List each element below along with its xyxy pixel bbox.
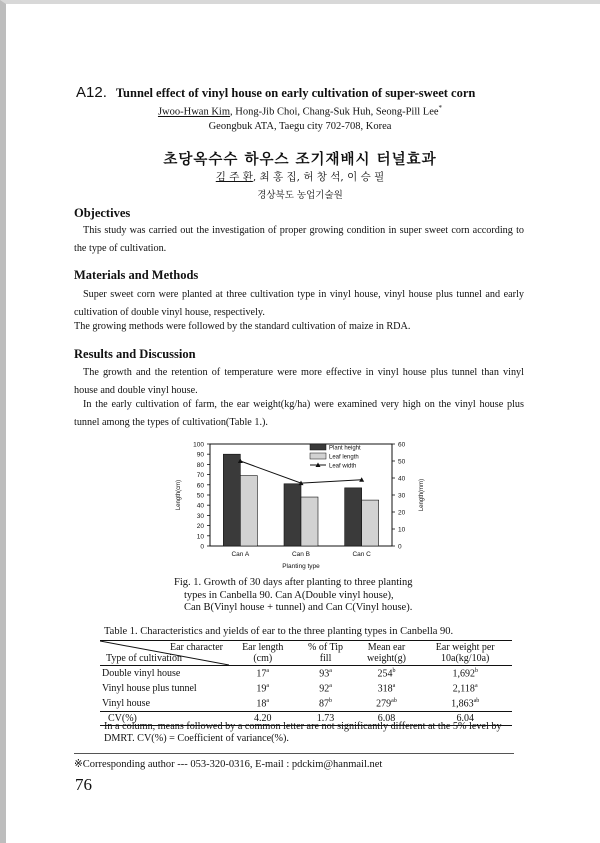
table-footnote: In a column, means followed by a common letter are not significantly different at the 5% level by DMRT. CV(%) = Coefficient of variance(%).	[104, 721, 502, 744]
y-tick-label: 20	[196, 523, 204, 531]
table-cell: 1,692$^b$	[452, 667, 478, 680]
figure-caption-line-1: Fig. 1. Growth of 30 days after planting to three planting	[174, 577, 413, 588]
y-tick-label: 60	[196, 482, 204, 490]
table-cell: $279^{ab}$	[376, 697, 397, 710]
korean-first-author: 김 주 환	[215, 171, 253, 183]
methods-heading: Materials and Methods	[74, 268, 199, 282]
y-axis-label: Length(cm)	[176, 479, 182, 511]
results-paragraph-1: The growth and the retention of temperature were more effective in vinyl house plus tunnel than vinyl house and double vinyl house.	[74, 367, 524, 396]
figure-caption	[174, 577, 454, 615]
y-tick-label: 0	[200, 543, 204, 551]
paper-title-row	[76, 84, 576, 102]
corresponding-mark: *	[438, 104, 443, 112]
korean-co-authors: , 최 홍 집, 허 창 석, 이 승 필	[252, 171, 385, 183]
korean-affiliation: 경상북도 농업기술원	[257, 190, 343, 201]
corresponding-author: ※Corresponding author --- 053-320-0316, E-mail : pdckim@hanmail.net	[74, 759, 383, 770]
footer-rule	[74, 753, 514, 754]
paper-title: Tunnel effect of vinyl house on early cultivation of super-sweet corn	[115, 86, 476, 100]
row-label: Vinyl house plus tunnel	[102, 683, 197, 694]
y-tick-label: 10	[196, 533, 204, 541]
ear-yield-table	[100, 640, 512, 726]
cv-value: 1.73	[297, 712, 355, 726]
co-authors: , Hong-Jib Choi, Chang-Suk Huh, Seong-Pill Lee	[230, 106, 439, 118]
corner-top-label: Ear character	[169, 642, 223, 653]
table-cell: 318$^a$	[377, 682, 396, 695]
legend-swatch	[310, 453, 326, 459]
cv-value: 4.20	[229, 712, 297, 726]
y-tick-label: 40	[196, 502, 204, 510]
table-cell: 92$^a$	[319, 682, 332, 695]
y-tick-label: 80	[196, 461, 204, 469]
results-paragraph-2: In the early cultivation of farm, the ear weight(kg/ha) were examined very high on the vinyl house plus tunnel among the types of cultivation(Table 1.).	[74, 399, 524, 428]
figure-caption-line-2: types in Canbella 90. Can A(Double vinyl house),	[184, 589, 394, 601]
x-tick-label: Can B	[291, 551, 311, 558]
y2-tick-label: 20	[398, 509, 406, 517]
y2-tick-label: 30	[398, 492, 406, 500]
corner-diagonal	[100, 641, 229, 665]
table-row	[100, 666, 512, 682]
table-corner-cell	[100, 641, 229, 666]
table-cell: 2,118$^a$	[452, 682, 478, 695]
legend-label: Leaf width	[329, 463, 357, 470]
cv-value: 6.04	[418, 712, 512, 726]
page-number: 76	[75, 775, 92, 794]
y2-tick-label: 10	[398, 526, 406, 534]
results-heading: Results and Discussion	[74, 347, 196, 361]
y-tick-label: 90	[196, 451, 204, 459]
x-tick-label: Can A	[231, 551, 250, 558]
bar	[362, 500, 379, 546]
methods-paragraph-1: Super sweet corn were planted at three cultivation type in vinyl house, vinyl house plus tunnel and early cultivation of double vinyl house, respectively.	[74, 289, 524, 318]
column-header: Ear length (cm)	[229, 641, 297, 666]
y-tick-label: 30	[196, 512, 204, 520]
bar	[223, 454, 240, 546]
bar	[345, 488, 362, 546]
growth-chart	[170, 436, 440, 572]
table-cell: 19$^a$	[256, 682, 270, 695]
bar	[240, 476, 257, 546]
bar	[301, 497, 318, 546]
table-caption: Table 1. Characteristics and yields of ear to the three planting types in Canbella 90.	[104, 626, 454, 637]
table-row	[100, 696, 512, 712]
table-cell: 87$^b$	[319, 697, 333, 710]
table-cell: 18$^a$	[256, 697, 270, 710]
y2-axis-label: Length(mm)	[419, 478, 425, 512]
figure-caption-line-3: Can B(Vinyl house + tunnel) and Can C(Vinyl house).	[184, 602, 413, 613]
y2-tick-label: 0	[398, 543, 402, 551]
column-header: % of Tip fill	[297, 641, 355, 666]
abstract-code: A12.	[76, 84, 107, 101]
bar	[284, 484, 301, 546]
row-label: Double vinyl house	[102, 668, 181, 679]
y-tick-label: 70	[196, 472, 204, 480]
corner-bottom-label: Type of cultivation	[106, 653, 182, 664]
row-label: Vinyl house	[102, 698, 151, 709]
table-row	[100, 681, 512, 696]
y-tick-label: 100	[193, 441, 204, 449]
objectives-heading: Objectives	[74, 206, 131, 220]
x-tick-label: Can C	[352, 551, 371, 558]
legend-swatch	[310, 444, 326, 450]
table-header-row	[100, 641, 512, 666]
table-cell: 93$^a$	[319, 667, 332, 680]
x-axis-label: Planting type	[282, 563, 320, 570]
column-header: Mean ear weight(g)	[355, 641, 419, 666]
author-list	[0, 104, 600, 118]
objectives-text: This study was carried out the investigation of proper growing condition in super sweet corn according to the type of cultivation.	[74, 225, 524, 254]
affiliation: Geongbuk ATA, Taegu city 702-708, Korea	[208, 121, 392, 132]
table-cell: 254$^b$	[377, 667, 396, 680]
legend-label: Plant height	[329, 445, 361, 452]
y-tick-label: 50	[196, 492, 204, 500]
cv-label: CV(%)	[100, 712, 229, 726]
legend-label: Leaf length	[329, 454, 359, 461]
korean-author-list	[0, 169, 600, 184]
y2-tick-label: 40	[398, 475, 406, 483]
table-cell: 17$^a$	[256, 667, 270, 680]
korean-title: 초당옥수수 하우스 조기재배시 터널효과	[163, 151, 437, 168]
column-header: Ear weight per 10a(kg/10a)	[418, 641, 512, 666]
y2-tick-label: 50	[398, 458, 406, 466]
methods-paragraph-2: The growing methods were followed by the standard cultivation of maize in RDA.	[74, 321, 411, 332]
table-cell: 1,863$^{ab}$	[451, 697, 480, 710]
y2-tick-label: 60	[398, 441, 406, 449]
cv-value: 6.08	[355, 712, 419, 726]
first-author: Jwoo-Hwan Kim	[157, 106, 230, 118]
